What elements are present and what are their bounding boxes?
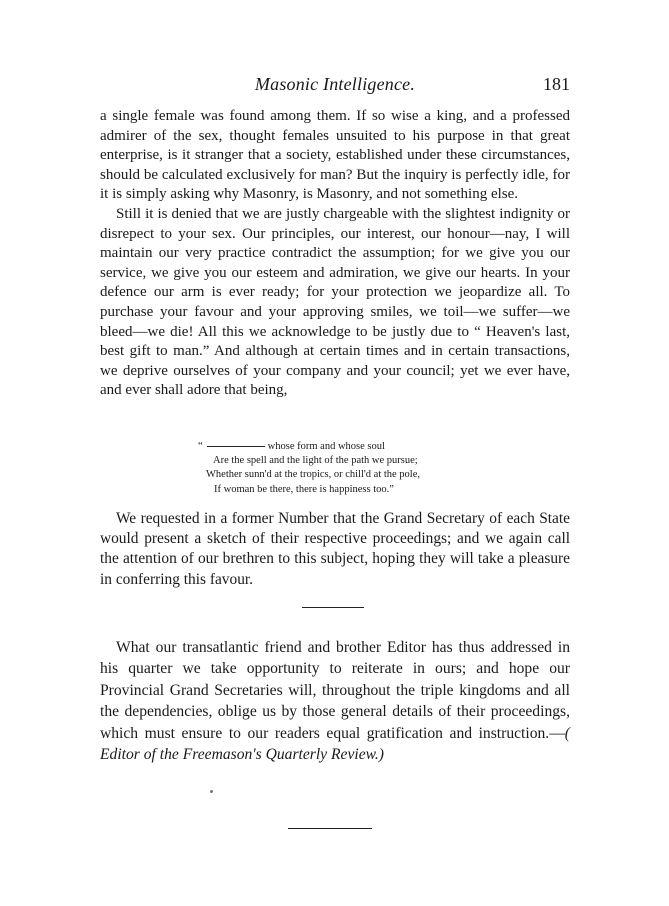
paragraph-continued: a single female was found among them. If so wise a king, and a professed admirer of the sex, thought females unsuited to his purpose in that great enterprise, is it stranger that a society, established under these circumstances, should be calculated exclusively for man? But the inquiry is perfectly idle, for it is simply asking why Masonry, is Masonry, and not something else. (100, 108, 570, 203)
bottom-divider-rule (288, 828, 372, 829)
verse-line-3: Whether sunn'd at the tropics, or chill'd at the pole, (206, 469, 421, 481)
running-title: Masonic Intelligence. (254, 74, 416, 94)
verse-line-1 (198, 440, 518, 454)
paragraph-defence-of-sex: Still it is denied that we are justly chargeable with the slightest indignity or disrepect to your sex. Our principles, our interest, our honour—nay, I will maintain our very practice contradict the assumption; for we give you our service, we give you our esteem and admiration, we give our hearts. In your defence our arm is ever ready; for your protection we jeopardize all. To purchase your favour and your approving smiles, we toil—we suffer—we bleed—we die! All this we acknowledge to be justly due to “ Heaven's last, best gift to man.” And although at certain times and in certain transactions, we deprive ourselves of your company and your council; yet we ever have, and ever shall adore that being, (100, 205, 570, 399)
verse-quotation (198, 440, 518, 497)
running-head (100, 74, 570, 100)
main-text-block (100, 107, 570, 401)
ink-speck (210, 790, 213, 793)
page-number: 181 (543, 74, 570, 94)
editor-attribution: ( Editor of the Freemason's Quarterly Review.) (100, 724, 570, 764)
verse-line-1-text: whose form and whose soul (267, 441, 385, 452)
editor-note-block (100, 637, 570, 765)
paragraph-editor-note (100, 637, 570, 765)
section-divider-rule (302, 607, 364, 608)
verse-ellipsis-dash (207, 446, 265, 447)
grand-secretary-request-block (100, 509, 570, 590)
verse-line-4: If woman be there, there is happiness too.” (214, 483, 394, 495)
verse-line-2: Are the spell and the light of the path we pursue; (213, 455, 418, 467)
editor-note-text: What our transatlantic friend and brother Editor has thus addressed in his quarter we take opportunity to reiterate in ours; and hope our Provincial Grand Secretaries will, throughout the triple kingdoms and all the dependencies, oblige us by those general details of their proceedings, which must ensure to our readers equal gratification and instruction.— (100, 639, 570, 742)
paragraph-grand-secretary-request: We requested in a former Number that the Grand Secretary of each State would present a sketch of their respective proceedings; and we again call the attention of our brethren to this subject, hoping they will take a pleasure in conferring this favour. (100, 510, 570, 588)
verse-open-quote: “ (198, 441, 203, 452)
